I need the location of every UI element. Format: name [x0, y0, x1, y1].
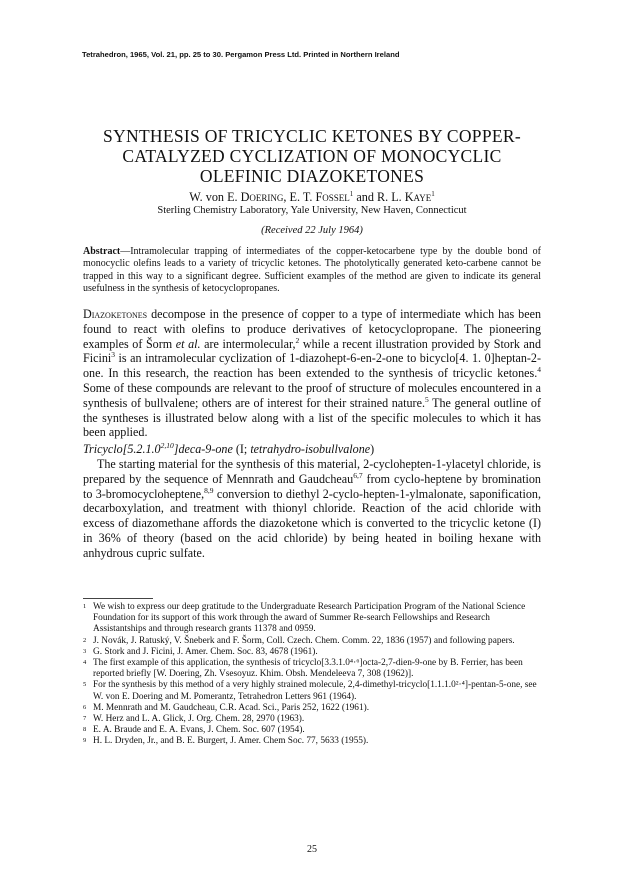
footnote [83, 647, 541, 658]
footnote-mark: 2 [83, 636, 87, 644]
footnote-mark: 1 [83, 603, 87, 610]
paragraph-lead: Diazoketones [83, 307, 148, 321]
abstract [83, 246, 541, 295]
footnote-text: G. Stork and J. Ficini, J. Amer. Chem. Soc. 83, 4678 (1961). [93, 646, 318, 657]
footnote [83, 714, 541, 725]
author-3-surname: Kaye [404, 190, 432, 204]
affiliation: Sterling Chemistry Laboratory, Yale University, New Haven, Connecticut [157, 205, 467, 216]
text-run: Some of these compounds are relevant to the proof of structure of molecules encountered in a synthesis of bullvalene; others are of interest for their strained nature. [83, 380, 541, 410]
footnote-mark: 7 [83, 715, 87, 723]
footnote-ref: 4 [537, 365, 541, 375]
footnote-ref: 5 [424, 394, 429, 404]
footnote [83, 680, 541, 702]
text-run: ]deca-9-one [173, 442, 233, 457]
footnote [83, 736, 541, 747]
footnote-mark: 9 [83, 737, 87, 745]
footnote [83, 602, 541, 636]
author-3-footnote-mark: 1 [431, 189, 435, 198]
footnote-mark: 4 [83, 659, 87, 667]
paragraph-2 [83, 457, 541, 561]
footnote-mark: 6 [83, 703, 87, 711]
text-run: Tricyclo[5.2.1.0 [83, 442, 161, 457]
text-run: from cyclo-heptene by bromination to 3-bromocycloheptene, [83, 471, 541, 501]
body-text [83, 307, 541, 561]
abstract-label: Abstract [83, 246, 121, 257]
title-line-1: SYNTHESIS OF TRICYCLIC KETONES BY COPPER- [103, 126, 521, 146]
text-run: while a recent illustration provided by Stork and Ficini [83, 336, 541, 366]
text-run: ) [370, 442, 375, 457]
paper-title [60, 126, 564, 186]
author-separator: , [283, 190, 290, 204]
footnote-text: We wish to express our deep gratitude to the Undergraduate Research Participation Program of the National Science Foundation for its support of this work through the award of Summer Re-search Fellowships and Research Assistantships and through research grants 11378 and 0959. [93, 602, 526, 635]
footnote-rule [83, 598, 153, 599]
abstract-text: —Intramolecular trapping of intermediates of the copper-ketocarbene type by the double bond of monocyclic olefins leads to a variety of tricyclic ketones. The photolytically generated keto-carbene cannot be trapped in this way to a significant degree. Sufficient examples of the method are given to indicate its general usefulness in the synthesis of ketocyclopropanes. [83, 246, 541, 294]
paragraph-1 [83, 307, 541, 440]
footnote [83, 658, 541, 680]
footnote-ref: 8,9 [204, 485, 214, 495]
text-run: (I; [232, 442, 251, 457]
text-run: decompose in the presence of copper to a type of intermediate which has been found to react with olefins to produce derivatives of ketocyclopropane. The pioneering examples of Šorm [83, 307, 541, 351]
footnote-text: H. L. Dryden, Jr., and B. E. Burgert, J. Amer. Chem Soc. 77, 5633 (1955). [93, 736, 369, 747]
footnote-mark: 8 [83, 726, 87, 734]
footnote-text: J. Novák, J. Ratuský, V. Šneberk and F. Šorm, Coll. Czech. Chem. Comm. 22, 1836 (1957) and following papers. [93, 635, 515, 646]
footnote-ref: 2 [295, 335, 300, 345]
footnote [83, 636, 541, 647]
text-run: The general outline of the syntheses is illustrated below along with a list of the specific molecules to which it has been applied. [83, 395, 541, 440]
footnotes [83, 602, 541, 748]
footnote-mark: 5 [83, 681, 87, 689]
title-line-2: CATALYZED CYCLIZATION OF MONOCYCLIC [122, 146, 502, 166]
received-date: (Received 22 July 1964) [261, 225, 363, 236]
section-subheading [83, 442, 541, 457]
author-2-surname: Fossel [315, 190, 350, 204]
author-2-footnote-mark: 1 [349, 189, 354, 198]
page-number: 25 [307, 844, 317, 855]
footnote-text: For the synthesis by this method of a very highly strained molecule, 2,4-dimethyl-tricyclo[1.1.1.0²·⁴]-pentan-5-one, see W. von E. Doering and M. Pomerantz, Tetrahedron Letters 961 (1964). [93, 680, 537, 702]
footnote-text: The first example of this application, the synthesis of tricyclo[3.3.1.0⁴·⁶]octa-2,7-dien-9-one by B. Ferrier, has been reported briefly [W. Doering, Zh. Vsesoyuz. Khim. Obsh. Mendeleeva 7, 308 (1962)]. [93, 658, 523, 680]
footnote [83, 703, 541, 714]
superscript: 2,10 [160, 441, 174, 451]
text-run: conversion to diethyl 2-cyclo-hepten-1-ylmalonate, saponification, decarboxylation, and treatment with thionyl chloride. Reaction of the acid chloride with excess of diazomethane affords the diazoketone which is converted to the tricyclic ketone (I) in 36% of theory (based on the acid chloride) by being heated in boiling hexane with anhydrous cupric sulfate. [83, 486, 541, 560]
title-line-3: OLEFINIC DIAZOKETONES [199, 166, 425, 186]
footnote-ref: 3 [111, 350, 115, 360]
footnote [83, 725, 541, 736]
text-run: is an intramolecular cyclization of 1-diazohept-6-en-2-one to bicyclo[4. 1. 0]heptan-2-one. In this research, the reaction has been extended to the synthesis of tricyclic ketones. [83, 351, 541, 381]
text-run: The starting material for the synthesis of this material, 2-cyclohepten-1-ylacetyl chloride, is prepared by the sequence of Mennrath and Gaudcheau [83, 456, 541, 486]
footnote-text: E. A. Braude and E. A. Evans, J. Chem. Soc. 607 (1954). [93, 725, 305, 736]
text-run: tetrahydro-isobullvalone [250, 442, 371, 457]
author-2-initials: E. T. [289, 190, 316, 204]
footnote-text: M. Mennrath and M. Gaudcheau, C.R. Acad. Sci., Paris 252, 1622 (1961). [93, 702, 370, 713]
author-1-surname: Doering [240, 190, 284, 204]
footnote-ref: 6,7 [353, 470, 363, 480]
text-run-italic: et al. [175, 336, 201, 351]
text-run: are intermolecular, [200, 336, 296, 351]
author-line [60, 190, 564, 205]
journal-header: Tetrahedron, 1965, Vol. 21, pp. 25 to 30. Pergamon Press Ltd. Printed in Northern Ireland [82, 50, 400, 59]
author-3-initials: R. L. [376, 190, 405, 204]
footnote-mark: 3 [83, 647, 87, 655]
footnote-text: W. Herz and L. A. Glick, J. Org. Chem. 28, 2970 (1963). [93, 714, 305, 725]
author-1-initials: W. von E. [189, 190, 241, 204]
author-separator: and [353, 190, 377, 204]
